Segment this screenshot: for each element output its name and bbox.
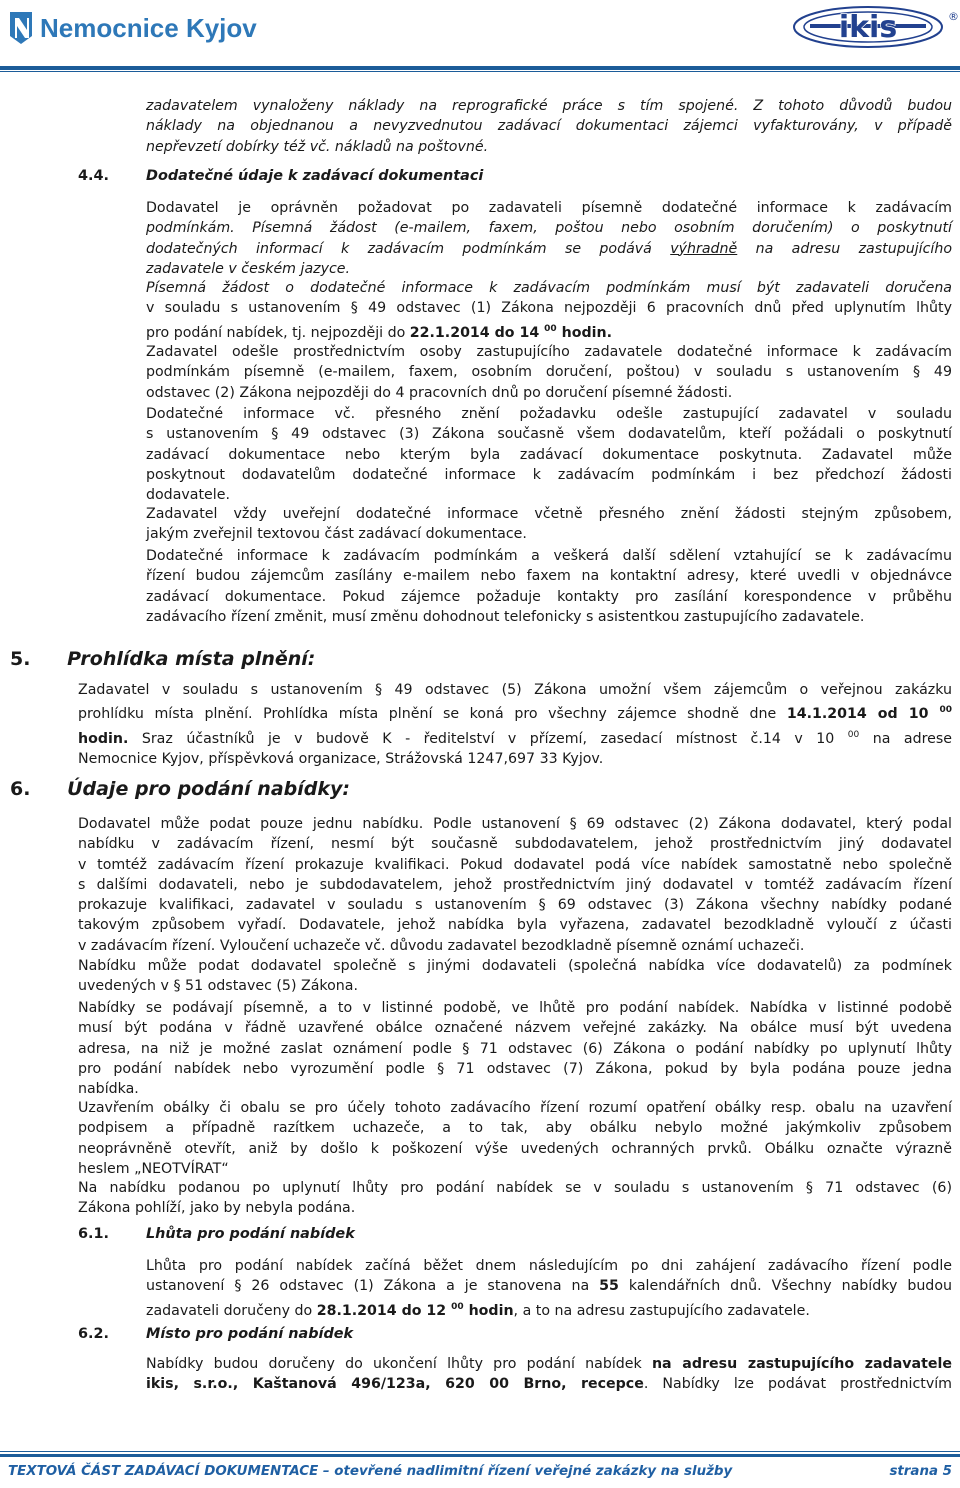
text-line: v zadávacím řízení. Vyloučení uchazeče vč. důvodu zadavatel bezodkladně písemně oznámí uchazeči. [78,937,805,954]
deadline-days: 55 [599,1278,619,1295]
text-line: na adresu zastupujícího [737,240,952,257]
deadline-date: 22.1.2014 do 14 [409,324,545,341]
header-rule-thin [0,71,960,72]
section-6-number: 6. [10,778,31,800]
text-line: Dodatečné informace k zadávacím podmínkám a veškerá další sdělení vztahující se k zadávacímu [146,548,952,564]
text-line: pro podání nabídek nebo vyrozumění podle § 71 odstavec (7) Zákona, pokud by byla podána pouze jedna [78,1060,952,1077]
s5-paragraph-1 [78,680,952,769]
s44-paragraph-3 [146,342,952,403]
footer-document-title: TEXTOVÁ ČÁST ZADÁVACÍ DOKUMENTACE – otevřené nadlimitní řízení veřejné zakázky na služby [8,1464,733,1479]
text-line: Nabídky se podávají písemně, a to v listinné podobě, ve lhůtě pro podání nabídek. Nabídka v listinné podobě [78,1000,952,1016]
text-line: kalendářních dnů. Všechny nabídky budou [618,1278,952,1295]
section-5-heading [10,648,315,670]
intro-paragraph [146,96,952,157]
submission-address: ikis, s.r.o., Kaštanová 496/123a, 620 00 Brno, recepce [146,1376,644,1393]
section-6-2-title: Místo pro podání nabídek [146,1326,354,1342]
section-5-number: 5. [10,648,31,670]
text-line: s dalšími dodavateli, nebo je subdodavatelem, jehož prostřednictvím jiný dodavatel v tomtéž zadávacím řízení [78,876,952,893]
text-line: Zadavatel v souladu s ustanovením § 49 odstavec (5) Zákona umožní všem zájemcům o veřejnou zakázku [78,682,952,698]
text-line: Nabídky budou doručeny do ukončení lhůty pro podání nabídek [146,1356,652,1372]
text-line: Dodavatel může podat pouze jednu nabídku. Podle ustanovení § 69 odstavec (2) Zákona dodavatel, který podal [78,816,952,832]
deadline-hours: hodin. [556,324,612,341]
s44-paragraph-2 [146,278,952,343]
text-line: zadávací dokumentace. Pokud zájemce požaduje kontakty pro zasílání korespondence v průběhu [146,588,952,605]
text-line: Zadavatel odešle prostřednictvím osoby zastupujícího zadavatele dodatečné informace k zadávacím [146,344,952,360]
text-line: odstavec (2) Zákona nejpozději do 4 pracovních dnů po doručení písemné žádosti. [146,384,733,401]
text-line: podmínkám písemně (e-mailem, faxem, osobním doručení, poštou) v souladu s ustanovením § 49 [146,364,952,381]
text-line: dodatečných informací k zadávacím podmínkám se podává [146,240,671,257]
page-header [0,0,960,72]
superscript: 00 [847,729,860,740]
text-line: Písemná žádost o dodatečné informace k zadávacím podmínkám musí být zadavateli doručena [146,280,952,296]
text-line: Dodavatel je oprávněn požadovat po zadavateli písemně dodatečné informace k zadávacím [146,200,952,216]
superscript: 00 [939,705,952,716]
section-4-4-title: Dodatečné údaje k zadávací dokumentaci [146,168,484,184]
text-line: náklady na objednanou a nevyzvednutou zadávací dokumentaci zájemci vyfakturovány, v případě [146,118,952,135]
hospital-emblem-icon [8,10,34,46]
section-6-2-number: 6.2. [78,1326,109,1342]
header-rule [0,66,960,70]
visit-hours: hodin. [78,730,129,747]
text-line: takovým způsobem vyřadí. Dodavatele, jehož nabídka byla vyřazena, zadavatel bezodkladně vyloučí z účasti [78,917,952,934]
s61-paragraph-1 [146,1256,952,1321]
text-line: na adrese [859,730,952,747]
text-line: poskytnout dodavatelům dodatečné informace k zadávacím podmínkám i bez předchozí žádosti [146,466,952,483]
text-line: heslem „NEOTVÍRAT“ [78,1160,229,1177]
footer-rule-thin [0,1451,960,1452]
text-line: v souladu s ustanovením § 49 odstavec (1) Zákona nejpozději 6 pracovních dnů před uplynutím lhůty [146,300,952,317]
text-line: Zadavatel vždy uveřejní dodatečné informace včetně přesného znění žádosti stejným způsobem, [146,506,952,522]
text-line: nepřevzetí dobírky též vč. nákladů na poštovné. [146,138,489,155]
text-line: Dodatečné informace vč. přesného znění požadavku odešle zastupující zadavatel v souladu [146,406,952,422]
ikis-logo [790,2,959,52]
superscript: 00 [544,323,557,334]
section-6-title: Údaje pro podání nabídky: [67,778,350,800]
superscript: 00 [451,1301,464,1312]
s62-paragraph-1 [146,1354,952,1395]
text-line: Nemocnice Kyjov, příspěvková organizace, Strážovská 1247,697 33 Kyjov. [78,750,604,767]
s6-paragraph-4 [78,1098,952,1179]
text-line: jakým zveřejnil textovou část zadávací dokumentace. [146,526,527,543]
text-line: , a to na adresu zastupujícího zadavatele. [513,1302,810,1319]
text-line: nabídku v zadávacím řízení, nesmí být současně subdodavatelem, jehož prostřednictvím jiný dodavatel [78,836,952,853]
text-line: zadavateli doručeny do [146,1302,317,1319]
s44-paragraph-1 [146,198,952,279]
text-line: prokazuje kvalifikaci, zadavatel v souladu s ustanovením § 69 odstavec (3) Zákona všechny nabídky podané [78,897,952,914]
text-line: Zákona pohlíží, jako by nebyla podána. [78,1200,356,1217]
text-line: zadavatelem vynaloženy náklady na reprografické práce s tím spojené. Z tohoto důvodů budou [146,98,952,114]
s6-paragraph-1 [78,814,952,956]
s44-paragraph-5 [146,504,952,545]
text-line: řízení budou zájemcům zasílány e-mailem nebo faxem na kontaktní adresy, které uvedli v objednávce [146,568,952,585]
text-line: Nabídku může podat dodavatel společně s jinými dodavateli (společná nabídka více dodavatelů) za podmínek [78,958,952,974]
text-line: Na nabídku podanou po uplynutí lhůty pro podání nabídek se v souladu s ustanovením § 71 odstavec (6) [78,1180,952,1196]
registered-mark: ® [948,10,959,23]
text-line: Uzavřením obálky či obalu se pro účely tohoto zadávacího řízení rozumí opatření obálky resp. obalu na uzavření [78,1100,952,1116]
text-line: podmínkám. Písemná žádost (e-mailem, faxem, poštou nebo osobním doručením) o poskytnutí [146,220,952,237]
submission-date: 28.1.2014 do 12 [316,1302,452,1319]
text-line: v tomtéž zadávacím řízení prokazuje kvalifikaci. Pokud dodavatel podá více nabídek samostatně nebo společně [78,856,952,873]
submission-hours: hodin [463,1302,514,1319]
text-line: . Nabídky lze podávat prostřednictvím [643,1376,953,1393]
footer-rule [0,1454,960,1457]
section-6-heading [10,778,350,800]
text-line: musí být podána v řádně uzavřené obálce označené názvem veřejné zakázky. Na obálce musí být uvedena [78,1020,952,1037]
text-line: Lhůta pro podání nabídek začíná běžet dnem následujícím po dni zahájení zadávacího řízení podle [146,1258,952,1274]
text-line: prohlídku místa plnění. Prohlídka místa plnění se koná pro všechny zájemce shodně dne [78,706,787,723]
hospital-logo [8,10,257,46]
text-line: zadavatele v českém jazyce. [146,260,351,277]
text-line: pro podání nabídek, tj. nejpozději do [146,324,410,341]
text-line: ustanovení § 26 odstavec (1) Zákona a je stanovena na [146,1278,600,1295]
s6-paragraph-3 [78,998,952,1099]
ikis-logo-text: ikis [838,10,898,45]
text-line: uvedených v § 51 odstavec (5) Zákona. [78,978,358,995]
submission-address-label: na adresu zastupujícího zadavatele [651,1356,952,1372]
text-line: zadávacího řízení změnit, musí změnu dohodnout telefonicky s asistentkou zastupujícího zadavatele. [146,608,865,625]
visit-date: 14.1.2014 od 10 [786,706,940,723]
footer-page-number: strana 5 [889,1464,952,1479]
s6-paragraph-5 [78,1178,952,1219]
text-line: s ustanovením § 49 odstavec (3) Zákona současně všem dodavatelům, kteří požádali o poskytnutí [146,426,952,443]
text-line: dodavatele. [146,487,230,504]
underlined-word: výhradně [670,240,738,257]
s44-paragraph-6 [146,546,952,627]
text-line: adresa, na niž je možné zaslat oznámení podle § 71 odstavec (6) Zákona o podání nabídky po uplynutí lhůty [78,1040,952,1057]
section-6-1-number: 6.1. [78,1226,109,1242]
hospital-name: Nemocnice Kyjov [40,12,257,43]
section-6-1-title: Lhůta pro podání nabídek [146,1226,355,1242]
text-line: zadávací dokumentace nebo kterým byla zadávací dokumentace poskytnuta. Zadavatel může [146,446,952,463]
s6-paragraph-2 [78,956,952,997]
section-4-4-number: 4.4. [78,168,109,184]
text-line: nabídka. [78,1081,139,1098]
s44-paragraph-4 [146,404,952,505]
text-line: neoprávněně otevřít, aniž by došlo k poškození výše uvedených ochranných prvků. Obálku označte výrazně [78,1140,952,1157]
text-line: podpisem a případně razítkem uchazeče, a to tak, aby obálku nebylo možné jakýmkoliv způsobem [78,1120,952,1137]
section-5-title: Prohlídka místa plnění: [67,648,316,670]
text-line: Sraz účastníků je v budově K - ředitelství v přízemí, zasedací místnost č.14 v 10 [128,730,848,747]
